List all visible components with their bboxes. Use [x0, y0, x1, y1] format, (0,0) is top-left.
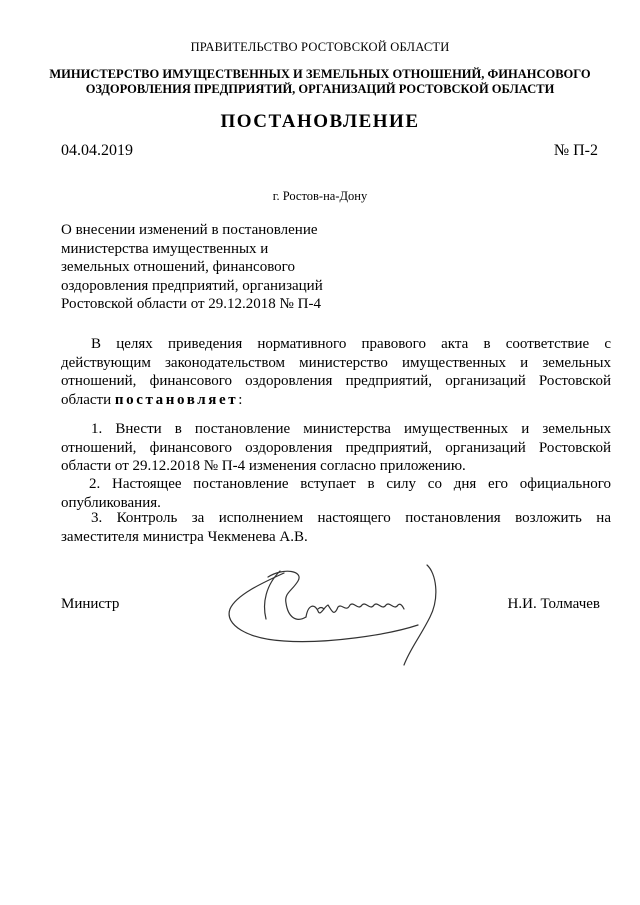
subject-line: О внесении изменений в постановление [61, 222, 318, 238]
ministry-name-line-2: ОЗДОРОВЛЕНИЯ ПРЕДПРИЯТИЙ, ОРГАНИЗАЦИЙ РОСТОВСКОЙ ОБЛАСТИ [85, 82, 555, 96]
subject-line: министерства имущественных и [61, 240, 269, 257]
preamble-end: : [238, 391, 243, 408]
document-subject [61, 221, 323, 314]
subject-line: земельных отношений, финансового [61, 259, 295, 276]
subject-line: оздоровления предприятий, организаций [61, 277, 323, 294]
signer-role: Министр [61, 596, 120, 612]
ministry-name [40, 67, 600, 97]
subject-line: Ростовской области от 29.12.2018 № П-4 [61, 296, 321, 313]
document-city: г. Ростов-на-Дону [272, 189, 368, 203]
decree-item-1: 1. Внести в постановление министерства имущественных и земельных отношений, финансового оздоровления предприятий, организаций Ростовской области от 29.12.2018 № П-4 изменения согласно приложению. [61, 421, 611, 474]
decree-item-2: 2. Настоящее постановление вступает в силу со дня его официального опубликования. [61, 476, 611, 511]
document-title: ПОСТАНОВЛЕНИЕ [220, 111, 420, 132]
preamble-text: В целях приведения нормативного правового акта в соответствие с действующим законодательством министерство имущественных и земельных отношений, финансового оздоровления предприятий, организаций Ростовской области [61, 336, 611, 408]
handwritten-signature [222, 545, 447, 670]
preamble-paragraph [61, 335, 611, 409]
ministry-name-line-1: МИНИСТЕРСТВО ИМУЩЕСТВЕННЫХ И ЗЕМЕЛЬНЫХ ОТНОШЕНИЙ, ФИНАНСОВОГО [49, 67, 591, 81]
document-date: 04.04.2019 [61, 142, 133, 159]
document-number: № П-2 [553, 142, 598, 159]
government-name: ПРАВИТЕЛЬСТВО РОСТОВСКОЙ ОБЛАСТИ [190, 40, 450, 54]
decree-word: постановляет [114, 391, 239, 408]
decree-item-3: 3. Контроль за исполнением настоящего постановления возложить на заместителя министра Чекменева А.В. [61, 510, 611, 545]
signer-name: Н.И. Толмачев [507, 596, 600, 612]
